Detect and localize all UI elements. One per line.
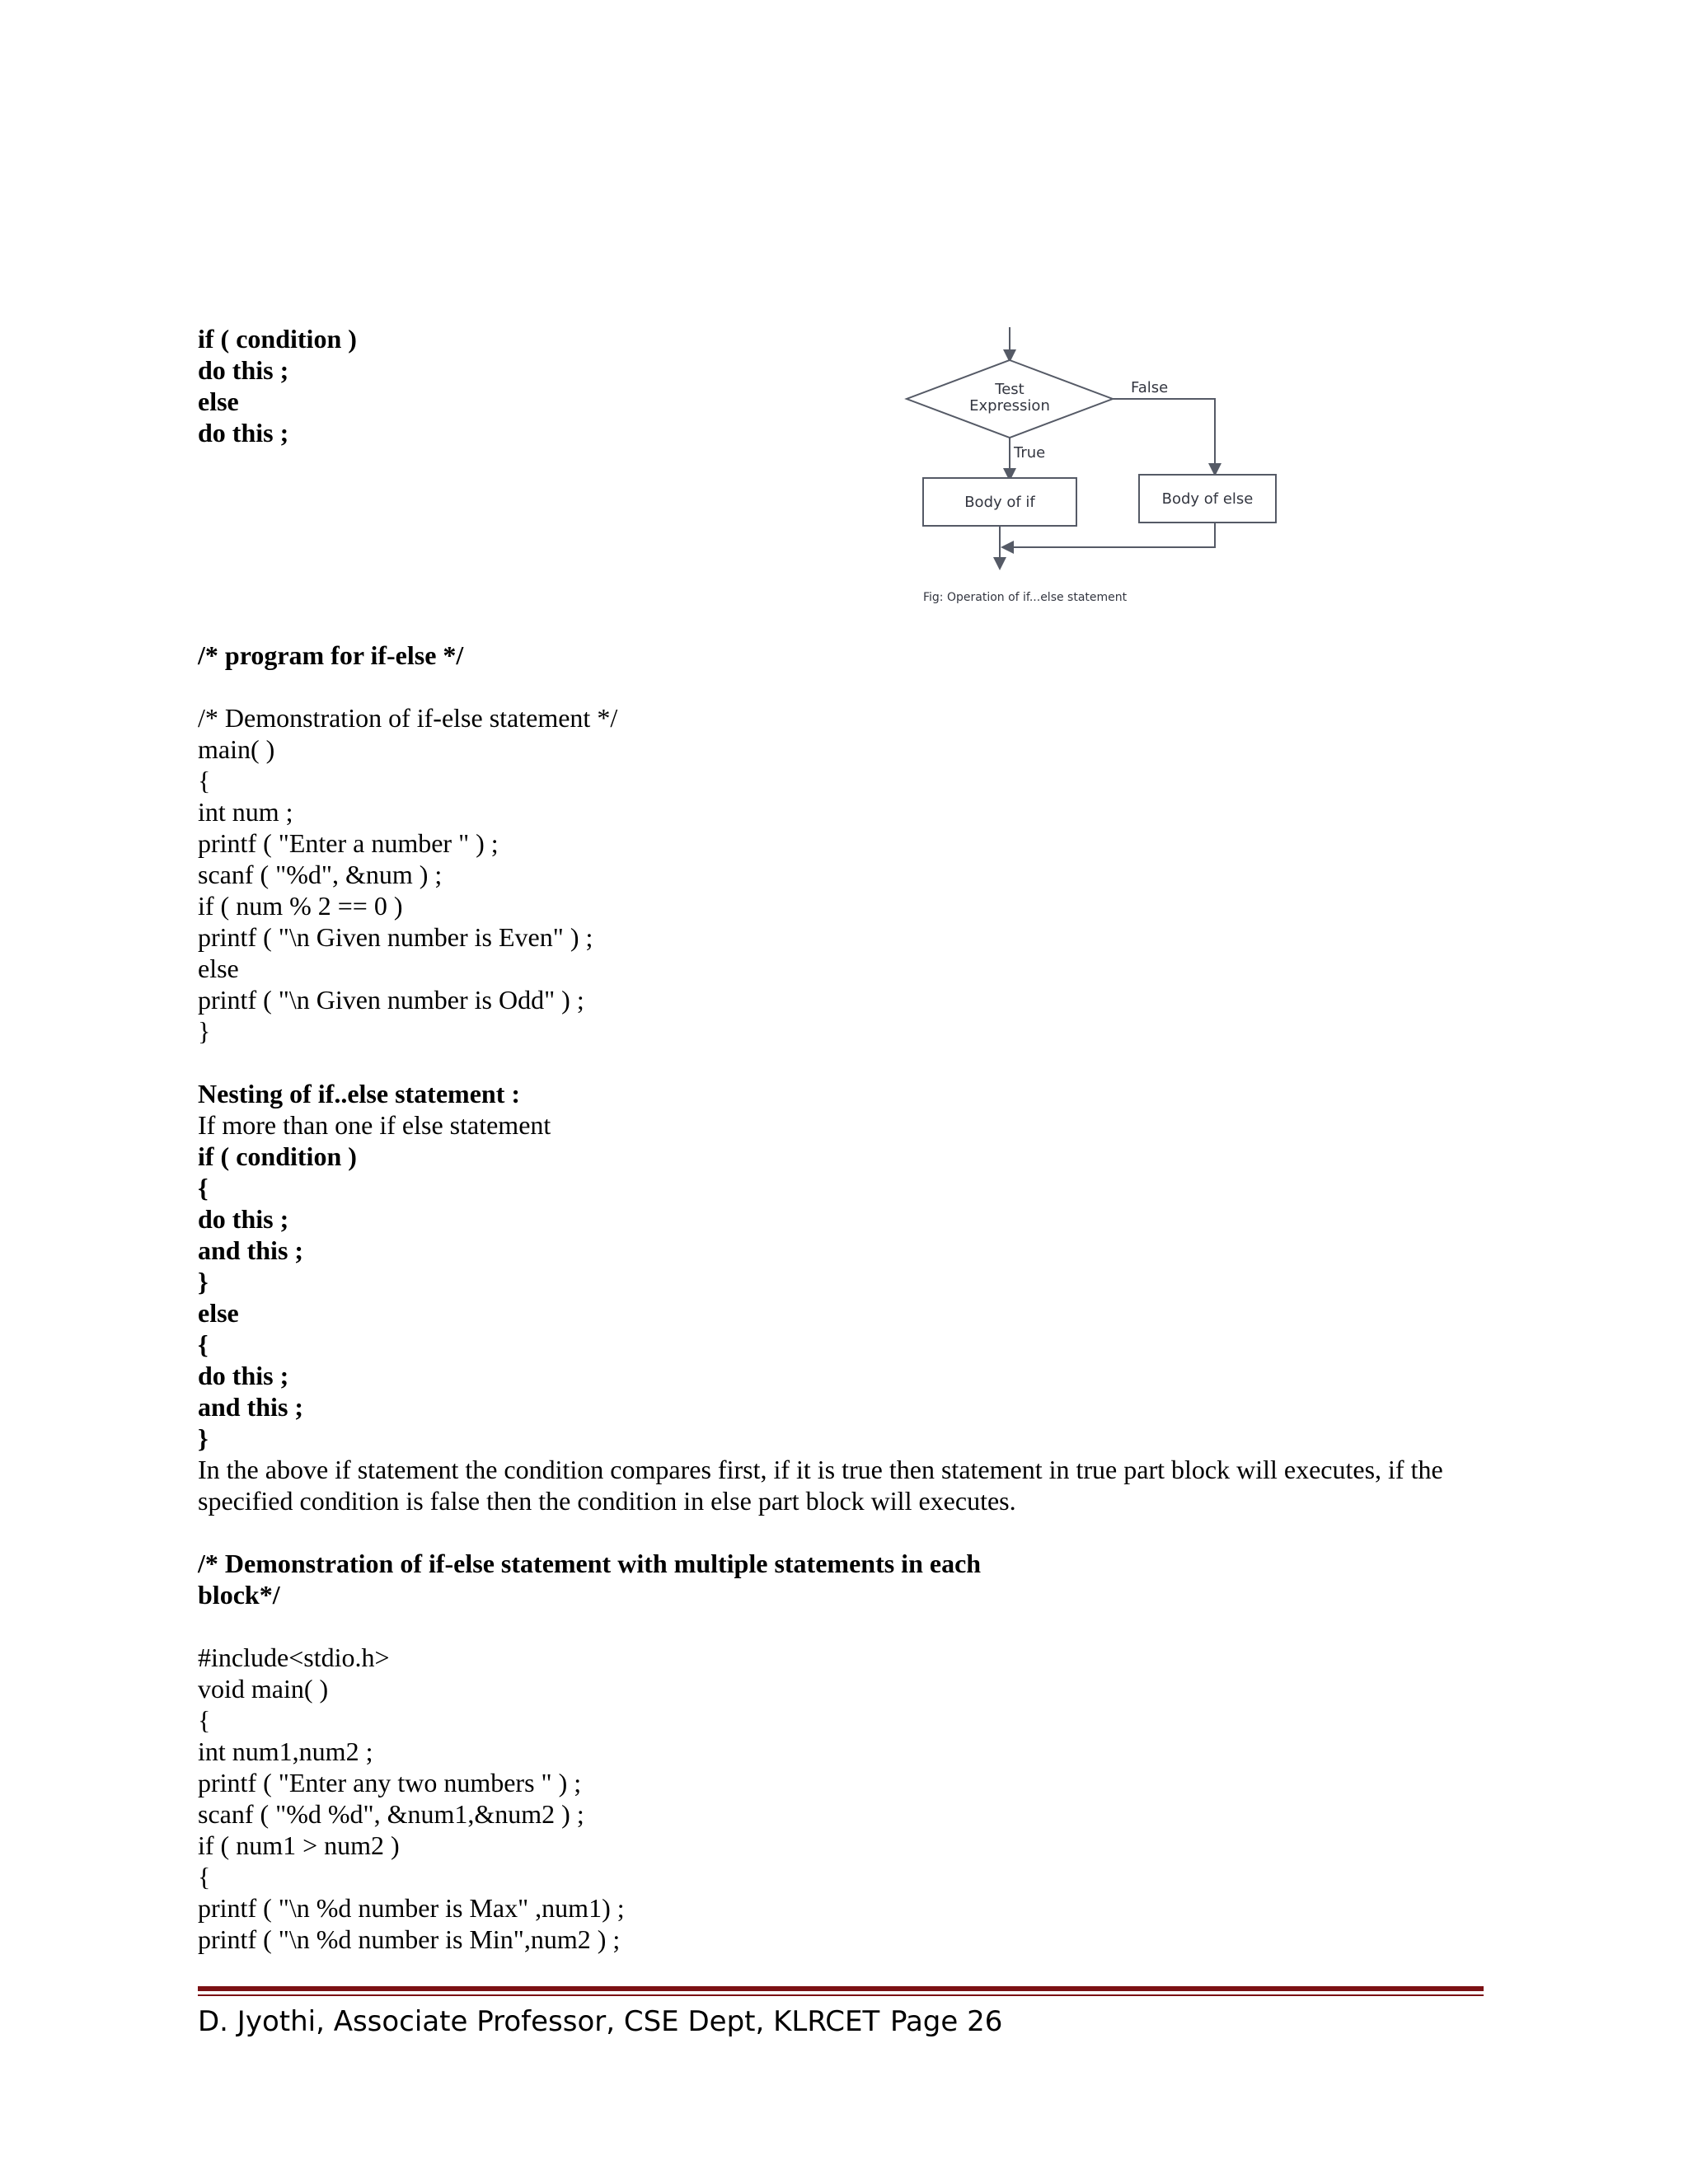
body-of-else-label: Body of else [1161, 490, 1254, 508]
syntax2-line: do this ; [198, 1361, 289, 1390]
code-line: printf ( "\n %d number is Min",num2 ) ; [198, 1924, 621, 1954]
footer-rule-thin [198, 1994, 1484, 1996]
if-else-flowchart [882, 323, 1311, 620]
code-line: printf ( "Enter any two numbers " ) ; [198, 1768, 582, 1797]
syntax2-line: and this ; [198, 1235, 304, 1265]
figure-caption: Fig: Operation of if...else statement [923, 591, 1128, 604]
explanation-paragraph: In the above if statement the condition compares first, if it is true then statement in true part block will executes, if the specified condition is false then the condition in else part block will executes. [198, 1455, 1443, 1516]
program2-title: /* Demonstration of if-else statement with multiple statements in each [198, 1549, 982, 1578]
footer-author: D. Jyothi, Associate Professor, CSE Dept, KLRCET [198, 2005, 880, 2038]
code-line: printf ( "Enter a number " ) ; [198, 828, 499, 858]
code-line: #include<stdio.h> [198, 1643, 390, 1672]
true-label: True [1014, 444, 1046, 462]
code-line: { [198, 1705, 211, 1735]
code-line: if ( num1 > num2 ) [198, 1830, 400, 1860]
code-line: main( ) [198, 734, 275, 764]
code-line: scanf ( "%d", &num ) ; [198, 860, 443, 889]
code-line: int num ; [198, 797, 293, 827]
code-line: else [198, 954, 239, 983]
flowchart-svg [882, 323, 1311, 620]
body-of-if-label: Body of if [964, 494, 1035, 511]
code-line: /* Demonstration of if-else statement */ [198, 703, 618, 733]
program1-title: /* program for if-else */ [198, 640, 464, 670]
syntax2-line: else [198, 1298, 239, 1328]
syntax1-line: do this ; [198, 355, 289, 385]
nesting-heading: Nesting of if..else statement : [198, 1079, 520, 1108]
code-line: { [198, 766, 211, 795]
syntax2-line: { [198, 1329, 209, 1359]
test-label: Test [995, 381, 1025, 398]
syntax2-line: if ( condition ) [198, 1141, 357, 1171]
syntax1-line: if ( condition ) [198, 324, 357, 354]
code-line: printf ( "\n Given number is Odd" ) ; [198, 985, 584, 1015]
code-line: void main( ) [198, 1674, 329, 1704]
footer-rule [198, 1986, 1484, 1991]
code-line: printf ( "\n %d number is Max" ,num1) ; [198, 1893, 625, 1923]
false-arrow [1113, 399, 1215, 470]
syntax2-line: do this ; [198, 1204, 289, 1234]
footer-page-number: Page 26 [890, 2005, 1003, 2038]
expression-label: Expression [969, 397, 1050, 415]
code-line: if ( num % 2 == 0 ) [198, 891, 403, 921]
syntax2-line: { [198, 1173, 209, 1202]
code-line: } [198, 1016, 211, 1046]
code-line: { [198, 1862, 211, 1891]
syntax2-line: } [198, 1267, 209, 1296]
syntax2-line: } [198, 1423, 209, 1453]
nesting-intro: If more than one if else statement [198, 1110, 551, 1140]
code-line: int num1,num2 ; [198, 1736, 373, 1766]
syntax2-line: and this ; [198, 1392, 304, 1422]
syntax1-line: do this ; [198, 418, 289, 448]
program2-title-cont: block*/ [198, 1580, 280, 1610]
syntax1-line: else [198, 387, 239, 416]
code-line: printf ( "\n Given number is Even" ) ; [198, 922, 593, 952]
code-line: scanf ( "%d %d", &num1,&num2 ) ; [198, 1799, 584, 1829]
false-label: False [1131, 379, 1169, 396]
